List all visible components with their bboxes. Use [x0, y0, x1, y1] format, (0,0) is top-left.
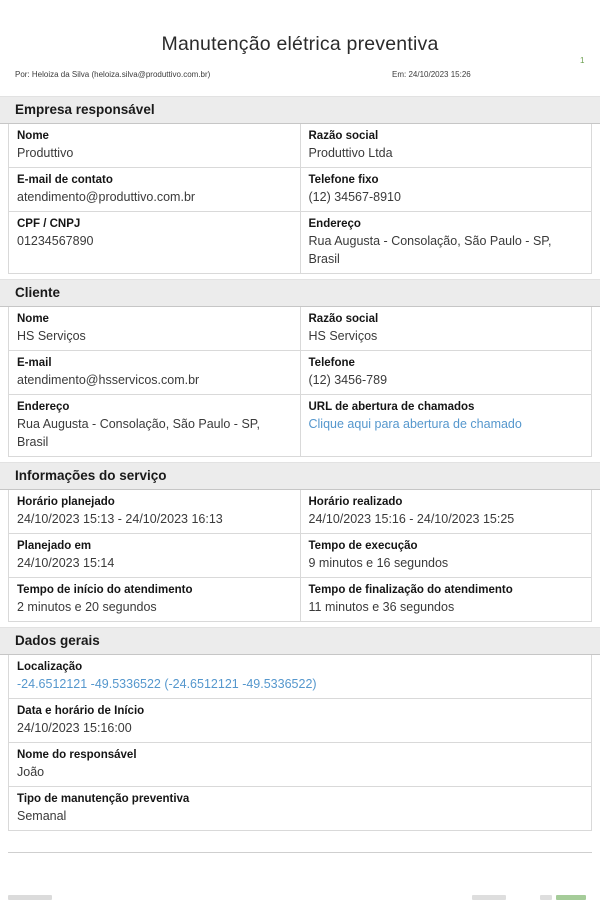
field-cell-nome: [9, 307, 301, 351]
author-line: Por: Heloiza da Silva (heloiza.silva@produttivo.com.br): [15, 70, 211, 79]
byline: [0, 70, 600, 81]
field-label: Telefone: [308, 357, 355, 369]
field-value: Rua Augusta - Consolação, São Paulo - SP, Brasil: [308, 234, 552, 266]
page-title: Manutenção elétrica preventiva: [161, 33, 439, 55]
section-title: Informações do serviço: [0, 462, 600, 490]
field-value: HS Serviços: [17, 329, 86, 343]
field-cell-nome-responsavel: [9, 743, 592, 787]
field-label: Endereço: [17, 401, 70, 413]
field-label: URL de abertura de chamados: [308, 401, 475, 413]
report-page: [0, 33, 600, 900]
page-number: 1: [580, 56, 585, 65]
table-row: [9, 578, 592, 622]
field-cell-email: [9, 351, 301, 395]
field-cell-tempo-execucao: [300, 534, 592, 578]
field-label: E-mail: [17, 357, 52, 369]
table-row: [9, 351, 592, 395]
table-row: [9, 168, 592, 212]
fields-table: [8, 124, 592, 274]
field-value: atendimento@produttivo.com.br: [17, 190, 196, 204]
field-value: 11 minutos e 36 segundos: [308, 600, 455, 614]
field-value: 9 minutos e 16 segundos: [308, 556, 449, 570]
table-row: [9, 490, 592, 534]
footer-left-fragment: [8, 895, 52, 900]
section-title: Cliente: [0, 279, 600, 307]
field-cell-telefone-fixo: [300, 168, 592, 212]
field-cell-tempo-inicio: [9, 578, 301, 622]
field-cell-horario-realizado: [300, 490, 592, 534]
field-label: Nome do responsável: [17, 749, 137, 761]
location-link[interactable]: -24.6512121 -49.5336522 (-24.6512121 -49.5336522): [17, 677, 317, 691]
field-value: 2 minutos e 20 segundos: [17, 600, 157, 614]
fields-table: [8, 307, 592, 457]
field-cell-razao-social: [300, 307, 592, 351]
footer-brand-fragment: [556, 895, 586, 900]
table-row: [9, 787, 592, 831]
table-row: [9, 743, 592, 787]
field-cell-endereco: [9, 395, 301, 457]
field-cell-tipo-manutencao: [9, 787, 592, 831]
field-cell-url-chamados: [300, 395, 592, 457]
table-row: [9, 699, 592, 743]
field-value: Produttivo: [17, 146, 74, 160]
field-value: Semanal: [17, 809, 67, 823]
field-label: Localização: [17, 661, 83, 673]
field-value: atendimento@hsservicos.com.br: [17, 373, 200, 387]
field-value: (12) 3456-789: [308, 373, 388, 387]
field-label: Data e horário de Início: [17, 705, 145, 717]
footer-right-fragment: [472, 895, 506, 900]
field-label: E-mail de contato: [17, 174, 113, 186]
footer-right-fragment: [540, 895, 552, 900]
field-label: Endereço: [308, 218, 361, 230]
section-title: Dados gerais: [0, 627, 600, 655]
field-label: CPF / CNPJ: [17, 218, 81, 230]
field-cell-razao-social: [300, 124, 592, 168]
table-row: [9, 655, 592, 699]
field-label: Nome: [17, 130, 49, 142]
field-value: João: [17, 765, 45, 779]
field-cell-email-contato: [9, 168, 301, 212]
field-value: 24/10/2023 15:16:00: [17, 721, 132, 735]
field-cell-localizacao: [9, 655, 592, 699]
section-title: Empresa responsável: [0, 96, 600, 124]
field-label: Tempo de início do atendimento: [17, 584, 193, 596]
table-row: [9, 395, 592, 457]
section-dados-gerais: [0, 627, 600, 831]
open-ticket-link[interactable]: Clique aqui para abertura de chamado: [308, 417, 522, 431]
field-label: Telefone fixo: [308, 174, 379, 186]
field-label: Razão social: [308, 313, 379, 325]
field-cell-nome: [9, 124, 301, 168]
bottom-divider: [8, 852, 592, 853]
field-value: (12) 34567-8910: [308, 190, 401, 204]
field-cell-cpf-cnpj: [9, 212, 301, 274]
field-label: Razão social: [308, 130, 379, 142]
table-row: [9, 307, 592, 351]
created-line: Em: 24/10/2023 15:26: [392, 70, 471, 79]
table-row: [9, 124, 592, 168]
field-value: HS Serviços: [308, 329, 378, 343]
field-label: Horário planejado: [17, 496, 115, 508]
field-cell-telefone: [300, 351, 592, 395]
field-label: Tempo de execução: [308, 540, 418, 552]
field-value: 24/10/2023 15:14: [17, 556, 115, 570]
field-cell-tempo-finalizacao: [300, 578, 592, 622]
fields-table: [8, 490, 592, 622]
section-informacoes-servico: [0, 462, 600, 622]
field-cell-endereco: [300, 212, 592, 274]
section-empresa-responsavel: [0, 96, 600, 274]
field-value: 24/10/2023 15:13 - 24/10/2023 16:13: [17, 512, 223, 526]
field-value: 24/10/2023 15:16 - 24/10/2023 15:25: [308, 512, 515, 526]
field-value: Rua Augusta - Consolação, São Paulo - SP, Brasil: [17, 417, 260, 449]
field-label: Planejado em: [17, 540, 92, 552]
field-label: Horário realizado: [308, 496, 403, 508]
table-row: [9, 212, 592, 274]
field-cell-planejado-em: [9, 534, 301, 578]
field-value: Produttivo Ltda: [308, 146, 393, 160]
field-cell-data-inicio: [9, 699, 592, 743]
table-row: [9, 534, 592, 578]
field-cell-horario-planejado: [9, 490, 301, 534]
field-value: 01234567890: [17, 234, 94, 248]
fields-table: [8, 655, 592, 831]
field-label: Tipo de manutenção preventiva: [17, 793, 190, 805]
section-cliente: [0, 279, 600, 457]
field-label: Tempo de finalização do atendimento: [308, 584, 513, 596]
field-label: Nome: [17, 313, 49, 325]
